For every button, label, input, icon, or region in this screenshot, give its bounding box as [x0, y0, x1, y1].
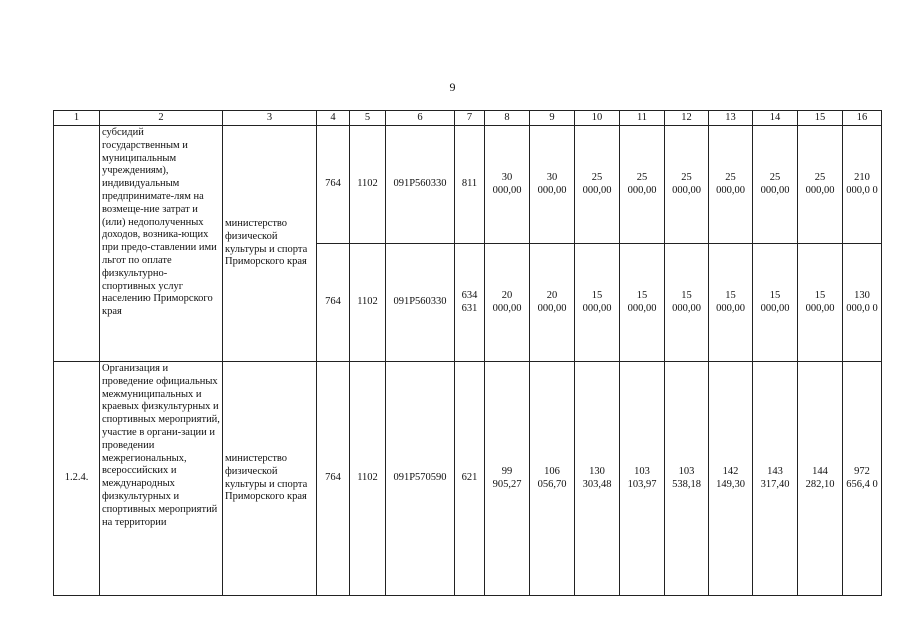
description-cell: субсидий государственным и муниципальным учреждениям), индивидуальным предпринимате-лям на возмеще-ние затрат и (или) недополученных доходов, возника-ющих при предо-ставлении ими льгот по оплате физкультурно-спортивных услуг населению Приморского края [100, 126, 223, 362]
header-cell: 15 [798, 111, 843, 126]
header-cell: 8 [485, 111, 530, 126]
header-cell: 16 [843, 111, 882, 126]
code-cell: 1102 [350, 126, 386, 244]
amount-cell: 25 000,00 [575, 126, 620, 244]
header-cell: 6 [386, 111, 455, 126]
page-number: 9 [449, 80, 456, 94]
row-number-cell: 1.2.4. [54, 362, 100, 596]
program-table [53, 110, 882, 596]
amount-cell: 30 000,00 [530, 126, 575, 244]
code-cell: 091P560330 [386, 244, 455, 362]
code-cell: 091P560330 [386, 126, 455, 244]
header-cell: 13 [709, 111, 753, 126]
amount-cell: 142 149,30 [709, 362, 753, 596]
header-cell: 5 [350, 111, 386, 126]
header-cell: 9 [530, 111, 575, 126]
description-cell: Организация и проведение официальных межмуниципальных и краевых физкультурных и спортивных мероприятий, участие в органи-зации и проведении межрегиональных, всероссийских и международных физкультурных и спортивных мероприятий на территории [100, 362, 223, 596]
amount-cell: 106 056,70 [530, 362, 575, 596]
code-cell: 1102 [350, 244, 386, 362]
amount-cell: 25 000,00 [620, 126, 665, 244]
code-cell: 621 [455, 362, 485, 596]
code-cell: 764 [317, 244, 350, 362]
organization-cell: министерство физической культуры и спорта Приморского края [223, 362, 317, 596]
code-cell: 811 [455, 126, 485, 244]
amount-cell: 15 000,00 [753, 244, 798, 362]
code-cell: 764 [317, 362, 350, 596]
code-cell: 764 [317, 126, 350, 244]
header-row [54, 111, 882, 126]
header-cell: 7 [455, 111, 485, 126]
amount-cell: 30 000,00 [485, 126, 530, 244]
amount-cell: 25 000,00 [753, 126, 798, 244]
header-cell: 12 [665, 111, 709, 126]
amount-cell: 20 000,00 [530, 244, 575, 362]
table-row [54, 126, 882, 244]
amount-cell: 15 000,00 [665, 244, 709, 362]
total-cell: 972 656,4 0 [843, 362, 882, 596]
header-cell: 11 [620, 111, 665, 126]
amount-cell: 130 303,48 [575, 362, 620, 596]
code-cell: 634 631 [455, 244, 485, 362]
header-cell: 14 [753, 111, 798, 126]
amount-cell: 15 000,00 [709, 244, 753, 362]
amount-cell: 103 538,18 [665, 362, 709, 596]
total-cell: 130 000,0 0 [843, 244, 882, 362]
amount-cell: 143 317,40 [753, 362, 798, 596]
amount-cell: 25 000,00 [709, 126, 753, 244]
amount-cell: 144 282,10 [798, 362, 843, 596]
amount-cell: 15 000,00 [575, 244, 620, 362]
amount-cell: 103 103,97 [620, 362, 665, 596]
header-cell: 3 [223, 111, 317, 126]
amount-cell: 25 000,00 [798, 126, 843, 244]
header-cell: 4 [317, 111, 350, 126]
row-number-cell [54, 126, 100, 362]
header-cell: 10 [575, 111, 620, 126]
code-cell: 1102 [350, 362, 386, 596]
table-row [54, 362, 882, 596]
amount-cell: 25 000,00 [665, 126, 709, 244]
header-cell: 2 [100, 111, 223, 126]
code-cell: 091P570590 [386, 362, 455, 596]
amount-cell: 15 000,00 [620, 244, 665, 362]
organization-cell: министерство физической культуры и спорта Приморского края [223, 126, 317, 362]
amount-cell: 20 000,00 [485, 244, 530, 362]
total-cell: 210 000,0 0 [843, 126, 882, 244]
amount-cell: 99 905,27 [485, 362, 530, 596]
amount-cell: 15 000,00 [798, 244, 843, 362]
header-cell: 1 [54, 111, 100, 126]
